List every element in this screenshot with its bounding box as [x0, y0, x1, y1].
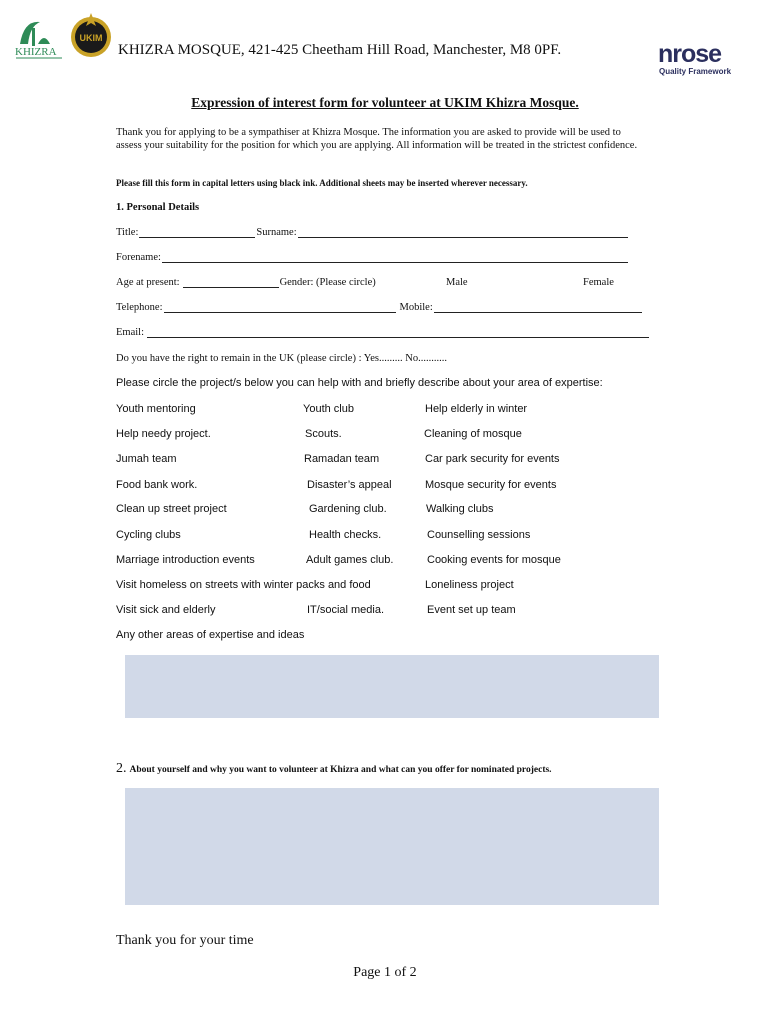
email-row [116, 327, 650, 338]
email-blank[interactable] [147, 327, 649, 338]
forename-row [116, 252, 629, 263]
projects-prompt: Please circle the project/s below you can help with and briefly describe about your area of expertise: [116, 377, 603, 389]
project-option[interactable]: Health checks. [309, 529, 382, 541]
forename-label: Forename: [116, 252, 161, 263]
gender-label: Gender: (Please circle) [279, 277, 376, 288]
project-option[interactable]: Car park security for events [425, 453, 560, 465]
form-instructions: Please fill this form in capital letters using black ink. Additional sheets may be inserted wherever necessary. [116, 178, 528, 188]
project-option[interactable]: Cooking events for mosque [427, 554, 561, 566]
gender-male-option[interactable]: Male [446, 277, 468, 288]
section2-heading [116, 761, 552, 777]
gender-female-option[interactable]: Female [583, 277, 614, 288]
project-option[interactable]: Visit homeless on streets with winter packs and food [116, 579, 371, 591]
form-title: Expression of interest form for volunteer at UKIM Khizra Mosque. [191, 95, 579, 110]
title-surname-row [116, 227, 629, 238]
project-option[interactable]: Cycling clubs [116, 529, 181, 541]
project-option[interactable]: Help needy project. [116, 428, 211, 440]
ukim-logo [66, 10, 116, 60]
project-option[interactable]: Help elderly in winter [425, 403, 528, 415]
section2-number: 2. [116, 761, 127, 776]
intro-paragraph: Thank you for applying to be a sympathiser at Khizra Mosque. The information you are asked to provide will be used to assess your suitability for the position for which you are applying. All information will be treated in the strictest confidence. [116, 127, 638, 151]
project-option[interactable]: Jumah team [116, 453, 177, 465]
section2-heading-text: About yourself and why you want to volunteer at Khizra and what can you offer for nominated projects. [129, 765, 552, 775]
project-option[interactable]: Gardening club. [309, 503, 387, 515]
expertise-textbox[interactable] [125, 655, 659, 718]
svg-text:Quality Framework: Quality Framework [659, 67, 732, 76]
about-yourself-textbox[interactable] [125, 788, 659, 905]
mobile-blank[interactable] [434, 302, 642, 313]
thank-you-note: Thank you for your time [116, 933, 254, 948]
surname-label: Surname: [256, 227, 297, 238]
age-blank[interactable] [183, 277, 279, 288]
project-option[interactable]: Adult games club. [306, 554, 394, 566]
project-option[interactable]: Event set up team [427, 604, 516, 616]
project-option[interactable]: Scouts. [305, 428, 342, 440]
project-option[interactable]: Cleaning of mosque [424, 428, 522, 440]
age-gender-row [116, 277, 376, 288]
section1-heading: 1. Personal Details [116, 202, 200, 213]
email-label: Email: [116, 327, 144, 338]
project-option[interactable]: Mosque security for events [425, 479, 557, 491]
header-address: KHIZRA MOSQUE, 421-425 Cheetham Hill Road, Manchester, M8 0PF. [118, 42, 562, 58]
age-label: Age at present: [116, 277, 180, 288]
project-option[interactable]: Disaster’s appeal [307, 479, 392, 491]
svg-text:KHIZRA: KHIZRA [15, 46, 57, 58]
svg-text:nrose: nrose [658, 40, 722, 68]
project-option[interactable]: Counselling sessions [427, 529, 531, 541]
title-blank[interactable] [139, 227, 255, 238]
project-option[interactable]: Walking clubs [426, 503, 494, 515]
project-option[interactable]: Ramadan team [304, 453, 380, 465]
svg-text:UKIM: UKIM [79, 33, 103, 43]
telephone-blank[interactable] [164, 302, 396, 313]
forename-blank[interactable] [162, 252, 628, 263]
khizra-mosque-logo [10, 14, 66, 64]
project-option[interactable]: Visit sick and elderly [116, 604, 216, 616]
other-areas-label: Any other areas of expertise and ideas [116, 629, 305, 641]
project-option[interactable]: Clean up street project [116, 503, 227, 515]
project-option[interactable]: IT/social media. [307, 604, 385, 616]
telephone-label: Telephone: [116, 302, 163, 313]
telephone-mobile-row [116, 302, 643, 313]
nrose-logo [656, 38, 740, 78]
surname-blank[interactable] [298, 227, 628, 238]
mobile-label: Mobile: [399, 302, 433, 313]
project-option[interactable]: Youth mentoring [116, 403, 196, 415]
project-option[interactable]: Loneliness project [425, 579, 514, 591]
page-number: Page 1 of 2 [353, 965, 417, 980]
title-label: Title: [116, 227, 139, 238]
right-to-remain-question[interactable]: Do you have the right to remain in the UK (please circle) : Yes......... No........... [116, 353, 447, 364]
project-option[interactable]: Marriage introduction events [116, 554, 255, 566]
project-option[interactable]: Food bank work. [116, 479, 198, 491]
project-option[interactable]: Youth club [303, 403, 354, 415]
